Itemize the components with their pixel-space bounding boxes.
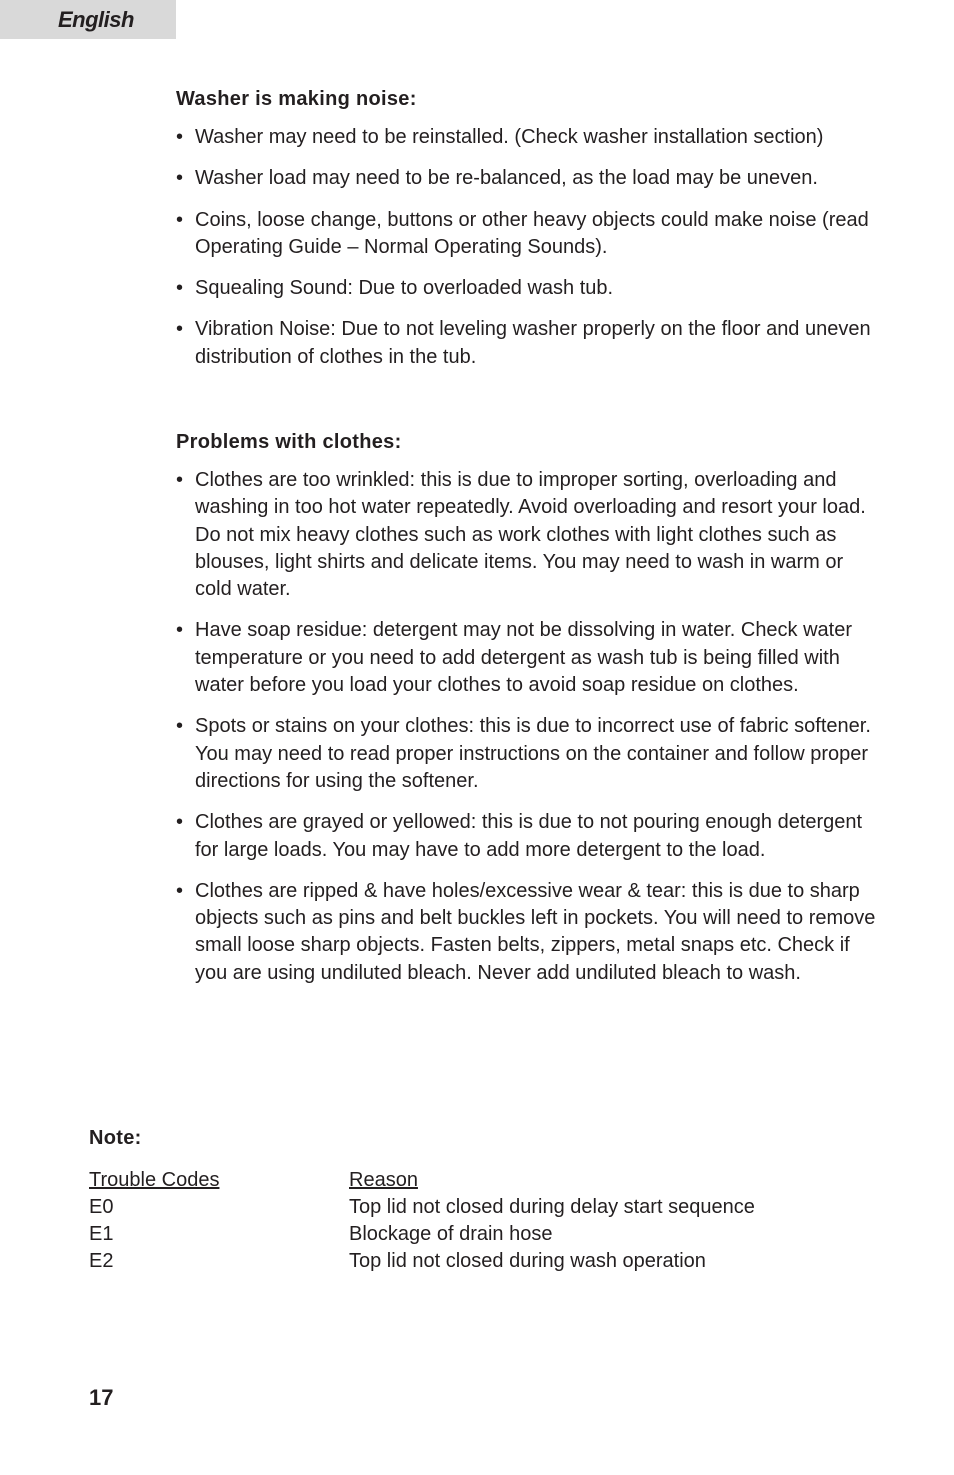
clothes-heading: Problems with clothes: (176, 431, 402, 453)
clothes-list (176, 467, 876, 987)
table-row (89, 1221, 869, 1248)
noise-list (176, 124, 876, 371)
trouble-code: E1 (89, 1223, 114, 1245)
list-item: • Clothes are ripped & have holes/excessive wear & tear: this is due to sharp objects such as pins and belt buckles left in pockets. You will need to remove small loose sharp objects. Fasten belts, zippers, metal snaps etc. Check if you are using undiluted bleach. Never add undiluted bleach to wash. (176, 878, 876, 987)
trouble-reason: Top lid not closed during wash operation (349, 1250, 706, 1272)
clothes-section (176, 429, 876, 1001)
list-item: • Coins, loose change, buttons or other heavy objects could make noise (read Operating Guide – Normal Operating Sounds). (176, 207, 876, 262)
note-heading: Note: (89, 1127, 142, 1149)
table-row (89, 1248, 869, 1275)
trouble-code: E0 (89, 1196, 114, 1218)
list-item: • Have soap residue: detergent may not be dissolving in water. Check water temperature or you need to add detergent as wash tub is being filled with water before you load your clothes to avoid soap residue on clothes. (176, 617, 876, 699)
table-row (89, 1194, 869, 1221)
column-header-reason: Reason (349, 1169, 418, 1191)
list-item: • Vibration Noise: Due to not leveling washer properly on the floor and uneven distribution of clothes in the tub. (176, 316, 876, 371)
column-header-code: Trouble Codes (89, 1169, 220, 1191)
noise-section (176, 86, 876, 385)
list-item: • Washer may need to be reinstalled. (Check washer installation section) (176, 124, 876, 151)
list-item: • Spots or stains on your clothes: this is due to incorrect use of fabric softener. You may need to read proper instructions on the container and follow proper directions for using the softener. (176, 713, 876, 795)
trouble-reason: Top lid not closed during delay start sequence (349, 1196, 755, 1218)
list-item: • Clothes are grayed or yellowed: this is due to not pouring enough detergent for large loads. You may have to add more detergent to the load. (176, 809, 876, 864)
trouble-reason: Blockage of drain hose (349, 1223, 553, 1245)
list-item: • Washer load may need to be re-balanced, as the load may be uneven. (176, 165, 876, 192)
list-item: • Clothes are too wrinkled: this is due to improper sorting, overloading and washing in too hot water repeatedly. Avoid overloading and resort your load. Do not mix heavy clothes such as work clothes with light clothes such as blouses, light shirts and delicate items. You may need to wash in warm or cold water. (176, 467, 876, 603)
language-tab: English (0, 0, 176, 39)
note-section (89, 1125, 869, 1275)
trouble-codes-header (89, 1167, 869, 1194)
noise-heading: Washer is making noise: (176, 88, 417, 110)
trouble-code: E2 (89, 1250, 114, 1272)
page-number: 17 (89, 1385, 114, 1410)
list-item: • Squealing Sound: Due to overloaded wash tub. (176, 275, 876, 302)
